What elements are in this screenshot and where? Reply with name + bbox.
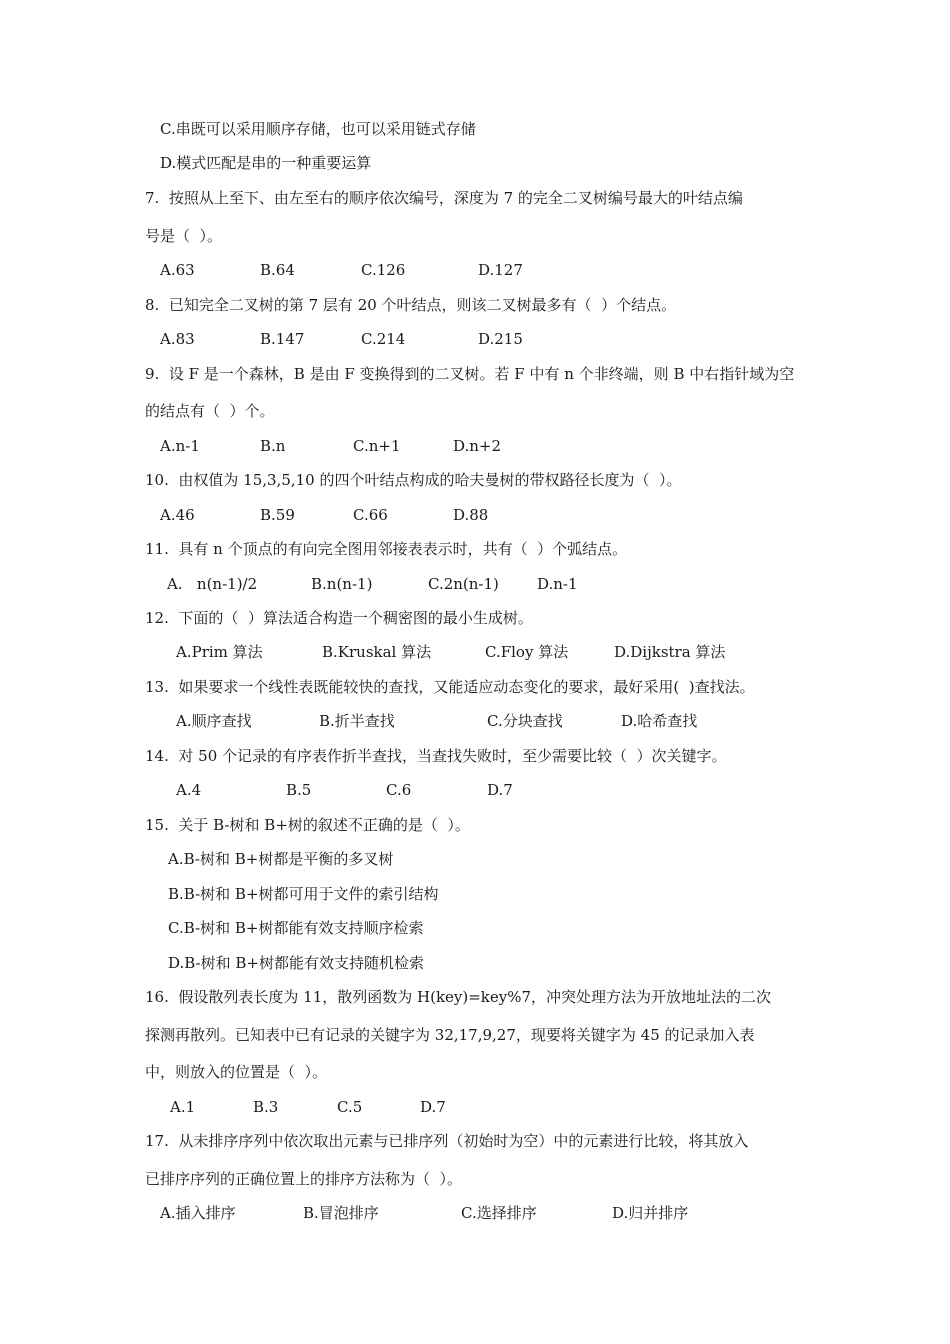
q7-option-a: A.63 bbox=[160, 261, 195, 279]
q13-option-d: D.哈希查找 bbox=[621, 712, 698, 730]
q9-stem-line1: 9. 设 F 是一个森林，B 是由 F 变换得到的二叉树。若 F 中有 n 个非终端，则 B 中右指针域为空 bbox=[145, 365, 795, 383]
q8-option-b: B.147 bbox=[260, 330, 305, 348]
q12-option-d: D.Dijkstra 算法 bbox=[614, 643, 726, 661]
q9-stem-line2: 的结点有（ ）个。 bbox=[145, 402, 275, 420]
q13-option-b: B.折半查找 bbox=[319, 712, 395, 730]
q8-option-c: C.214 bbox=[361, 330, 406, 348]
q13-option-a: A.顺序查找 bbox=[176, 712, 252, 730]
q9-option-a: A.n-1 bbox=[160, 437, 200, 455]
q9-option-c: C.n+1 bbox=[353, 437, 401, 455]
q15-option-d: D.B-树和 B+树都能有效支持随机检索 bbox=[168, 954, 424, 972]
q10-stem-line1: 10. 由权值为 15,3,5,10 的四个叶结点构成的哈夫曼树的带权路径长度为（ ）。 bbox=[145, 471, 682, 489]
q17-stem-line1: 17. 从未排序序列中依次取出元素与已排序列（初始时为空）中的元素进行比较，将其放入 bbox=[145, 1132, 749, 1150]
q12-option-a: A.Prim 算法 bbox=[176, 643, 263, 661]
q10-option-b: B.59 bbox=[260, 506, 295, 524]
q7-option-c: C.126 bbox=[361, 261, 406, 279]
q10-option-d: D.88 bbox=[453, 506, 489, 524]
q17-option-d: D.归并排序 bbox=[612, 1204, 689, 1222]
q7-option-d: D.127 bbox=[478, 261, 523, 279]
q6-option-c: C.串既可以采用顺序存储，也可以采用链式存储 bbox=[160, 120, 476, 138]
q16-option-a: A.1 bbox=[170, 1098, 196, 1116]
q7-stem-line2: 号是（ ）。 bbox=[145, 227, 223, 245]
q12-option-c: C.Floy 算法 bbox=[485, 643, 569, 661]
q14-option-a: A.4 bbox=[176, 781, 202, 799]
q11-option-a: A. n(n-1)/2 bbox=[167, 575, 258, 593]
q7-stem-line1: 7. 按照从上至下、由左至右的顺序依次编号，深度为 7 的完全二叉树编号最大的叶结点编 bbox=[145, 189, 743, 207]
q16-stem-line3: 中，则放入的位置是（ ）。 bbox=[145, 1063, 328, 1081]
q15-option-c: C.B-树和 B+树都能有效支持顺序检索 bbox=[168, 919, 424, 937]
q13-stem-line1: 13. 如果要求一个线性表既能较快的查找，又能适应动态变化的要求，最好采用( )查找法。 bbox=[145, 678, 755, 696]
q11-option-d: D.n-1 bbox=[537, 575, 578, 593]
q15-option-b: B.B-树和 B+树都可用于文件的索引结构 bbox=[168, 885, 439, 903]
q7-option-b: B.64 bbox=[260, 261, 295, 279]
q10-option-a: A.46 bbox=[160, 506, 195, 524]
q12-stem-line1: 12. 下面的（ ）算法适合构造一个稠密图的最小生成树。 bbox=[145, 609, 533, 627]
q11-option-c: C.2n(n-1) bbox=[428, 575, 499, 593]
q9-option-b: B.n bbox=[260, 437, 286, 455]
q16-option-d: D.7 bbox=[420, 1098, 446, 1116]
q17-option-a: A.插入排序 bbox=[160, 1204, 236, 1222]
q11-stem-line1: 11. 具有 n 个顶点的有向完全图用邻接表表示时，共有（ ）个弧结点。 bbox=[145, 540, 628, 558]
q8-option-d: D.215 bbox=[478, 330, 523, 348]
q8-stem-line1: 8. 已知完全二叉树的第 7 层有 20 个叶结点，则该二叉树最多有（ ）个结点。 bbox=[145, 296, 677, 314]
q9-option-d: D.n+2 bbox=[453, 437, 502, 455]
q17-option-b: B.冒泡排序 bbox=[303, 1204, 379, 1222]
q10-option-c: C.66 bbox=[353, 506, 388, 524]
q14-option-d: D.7 bbox=[487, 781, 513, 799]
q17-option-c: C.选择排序 bbox=[461, 1204, 537, 1222]
q15-option-a: A.B-树和 B+树都是平衡的多叉树 bbox=[168, 850, 394, 868]
q14-option-c: C.6 bbox=[386, 781, 412, 799]
q16-stem-line1: 16. 假设散列表长度为 11，散列函数为 H(key)=key%7，冲突处理方法为开放地址法的二次 bbox=[145, 988, 772, 1006]
q16-option-c: C.5 bbox=[337, 1098, 363, 1116]
q11-option-b: B.n(n-1) bbox=[311, 575, 373, 593]
q14-stem-line1: 14. 对 50 个记录的有序表作折半查找，当查找失败时，至少需要比较（ ）次关键字。 bbox=[145, 747, 727, 765]
q16-option-b: B.3 bbox=[253, 1098, 279, 1116]
q16-stem-line2: 探测再散列。已知表中已有记录的关键字为 32,17,9,27，现要将关键字为 45 的记录加入表 bbox=[145, 1026, 755, 1044]
q8-option-a: A.83 bbox=[160, 330, 195, 348]
q13-option-c: C.分块查找 bbox=[487, 712, 563, 730]
q17-stem-line2: 已排序序列的正确位置上的排序方法称为（ ）。 bbox=[145, 1170, 463, 1188]
q15-stem-line1: 15. 关于 B-树和 B+树的叙述不正确的是（ ）。 bbox=[145, 816, 470, 834]
q6-option-d: D.模式匹配是串的一种重要运算 bbox=[160, 154, 372, 172]
q12-option-b: B.Kruskal 算法 bbox=[322, 643, 432, 661]
q14-option-b: B.5 bbox=[286, 781, 312, 799]
